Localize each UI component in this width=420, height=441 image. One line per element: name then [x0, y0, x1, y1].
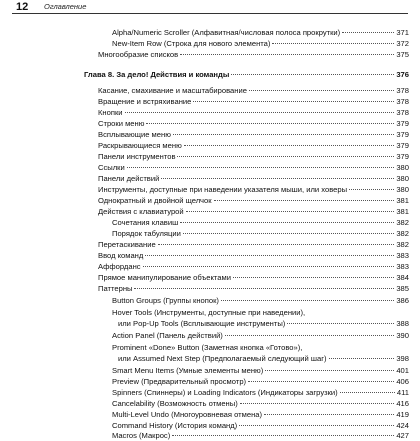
- toc-pattern-entry[interactable]: или Assumed Next Step (Предполагаемый следующий шаг) 398: [118, 354, 409, 363]
- toc-entry[interactable]: Вращение и встряхивание 378: [98, 97, 409, 106]
- toc-entry[interactable]: Прямое манипулирование объектами 384: [98, 273, 409, 282]
- toc-pattern-line: Prominent «Done» Button (Заметная кнопка «Готово»),: [112, 343, 303, 352]
- header-rule: [12, 13, 408, 14]
- toc-entry[interactable]: Паттерны 385: [98, 284, 409, 293]
- toc-pattern-entry[interactable]: Macros (Макрос) 427: [112, 431, 409, 440]
- toc-pattern-entry[interactable]: Cancelability (Возможность отмены) 416: [112, 399, 409, 408]
- toc-pattern-entry[interactable]: Smart Menu Items (Умные элементы меню) 401: [112, 366, 409, 375]
- toc-pattern-entry[interactable]: Command History (История команд) 424: [112, 421, 409, 430]
- toc-entry[interactable]: Ссылки 380: [98, 163, 409, 172]
- toc-pattern-entry[interactable]: Button Groups (Группы кнопок) 386: [112, 296, 409, 305]
- toc-entry[interactable]: Панели инструментов 379: [98, 152, 409, 161]
- toc-entry[interactable]: Строки меню 379: [98, 119, 409, 128]
- toc-pattern-entry[interactable]: Preview (Предварительный просмотр) 406: [112, 377, 409, 386]
- toc-pattern-entry[interactable]: Action Panel (Панель действий) 390: [112, 331, 409, 340]
- toc-pattern-entry[interactable]: Multi-Level Undo (Многоуровневая отмена) 419: [112, 410, 409, 419]
- toc-entry[interactable]: Alpha/Numeric Scroller (Алфавитная/числовая полоса прокрутки) 371: [112, 28, 409, 37]
- toc-entry[interactable]: Многообразие списков 375: [98, 50, 409, 59]
- toc-pattern-entry[interactable]: Spinners (Спиннеры) и Loading Indicators (Индикаторы загрузки) 411: [112, 388, 409, 397]
- chapter-heading[interactable]: Глава 8. За дело! Действия и команды 376: [84, 70, 409, 79]
- toc-entry[interactable]: Касание, смахивание и масштабирование 378: [98, 86, 409, 95]
- running-head: Оглавление: [44, 2, 87, 11]
- toc-entry[interactable]: Однократный и двойной щелчок 381: [98, 196, 409, 205]
- toc-entry[interactable]: Всплывающие меню 379: [98, 130, 409, 139]
- toc-entry[interactable]: Раскрывающиеся меню 379: [98, 141, 409, 150]
- toc-entry[interactable]: Ввод команд 383: [98, 251, 409, 260]
- toc-entry[interactable]: Кнопки 378: [98, 108, 409, 117]
- toc-entry[interactable]: New-Item Row (Строка для нового элемента) 372: [112, 39, 409, 48]
- toc-pattern-line: Hover Tools (Инструменты, доступные при наведении),: [112, 308, 306, 317]
- toc-subentry[interactable]: Порядок табуляции 382: [112, 229, 409, 238]
- page-number: 12: [16, 1, 29, 13]
- toc-entry[interactable]: Панели действий 380: [98, 174, 409, 183]
- toc-entry[interactable]: Перетаскивание 382: [98, 240, 409, 249]
- toc-entry[interactable]: Аффорданс 383: [98, 262, 409, 271]
- page-header: [0, 0, 420, 14]
- toc-pattern-entry[interactable]: или Pop-Up Tools (Всплывающие инструменты) 388: [118, 319, 409, 328]
- toc-entry[interactable]: Инструменты, доступные при наведении указателя мыши, или ховеры 380: [98, 185, 409, 194]
- toc-entry[interactable]: Действия с клавиатурой 381: [98, 207, 409, 216]
- toc-subentry[interactable]: Сочетания клавиш 382: [112, 218, 409, 227]
